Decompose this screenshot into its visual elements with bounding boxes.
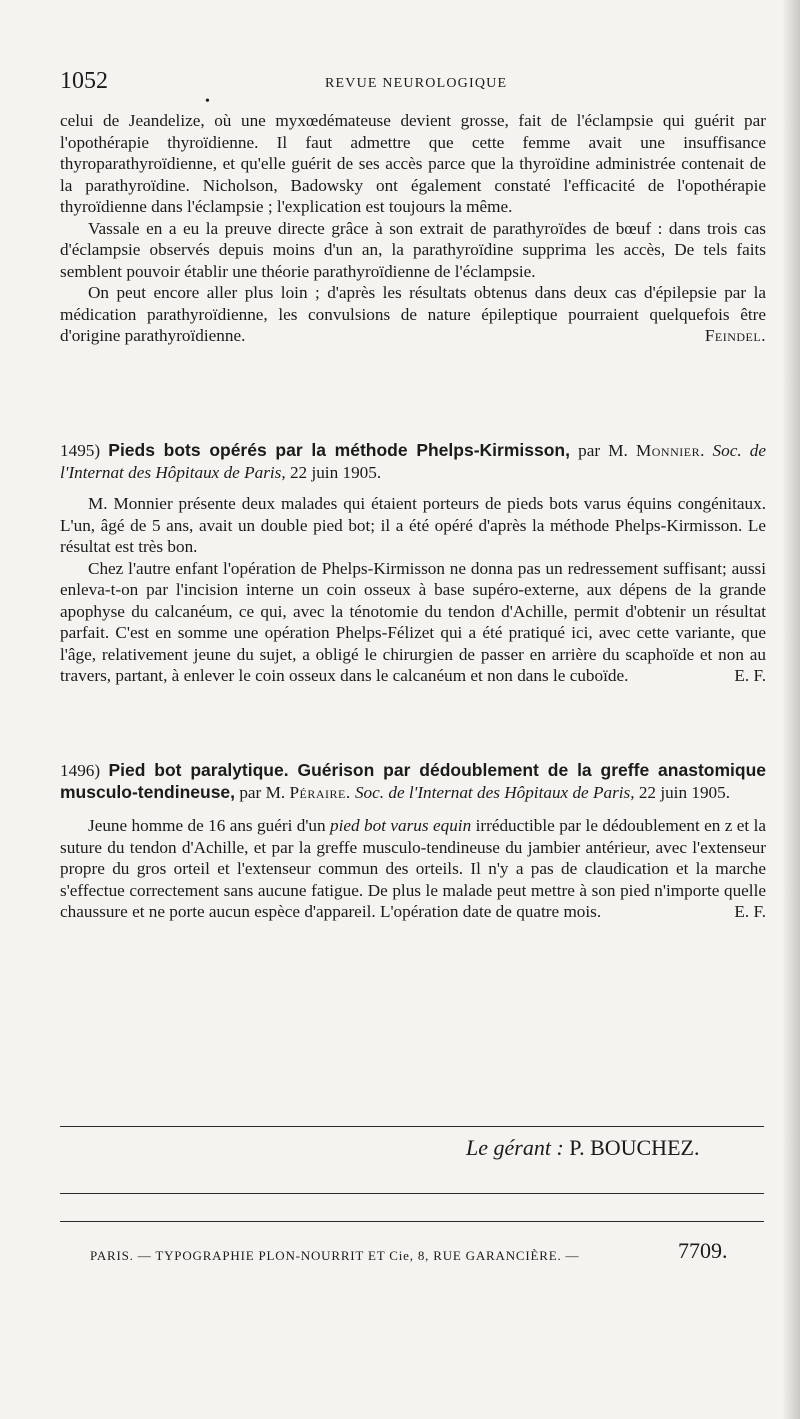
running-title: REVUE NEUROLOGIQUE [325,76,508,91]
signature-ef: E. F. [734,902,766,921]
printer-number: 7709. [678,1238,728,1263]
page-number: 1052 [60,68,108,94]
printer-imprint: PARIS. — TYPOGRAPHIE PLON-NOURRIT ET Cie, 8, RUE GARANCIÈRE. — [90,1248,580,1263]
footer-rule-top [60,1126,764,1127]
gerant-name: P. BOUCHEZ. [569,1135,700,1160]
header-dot-mark: • [205,94,210,109]
article-1495-paragraph-2 [60,558,766,687]
paragraph-text-b: irréductible par le dédoublement en z et la suture du tendon d'Achille, et par la greffe musculo-tendineuse du jambier antérieur, avec l'extenseur propre du gros orteil et l'extenseur commun des orteils. Il n'y a pas de claudication et la marche s'effectue correctement sans aucune fatigue. De plus le malade peut mettre à son pied n'importe quelle chaussure et ne porte aucun espèce d'appareil. L'opération date de quatre mois. [60,816,767,921]
page-header [60,68,760,109]
article-1496-heading [60,760,766,803]
intro-paragraph-3-text: On peut encore aller plus loin ; d'après les résultats obtenus dans deux cas d'épilepsie par la médication parathyroïdienne, les convulsions de nature épileptique pourraient quelquefois être d'origine parathyroïdienne. [60,283,766,345]
intro-paragraph-3 [60,282,766,347]
article-title: Pieds bots opérés par la méthode Phelps-Kirmisson, [108,440,570,460]
article-title: Pied bot paralytique. Guérison par dédoublement de la greffe anastomique musculo-tendineuse, [60,760,766,802]
signature-ef: E. F. [734,666,766,685]
intro-paragraph-2: Vassale en a eu la preuve directe grâce à son extrait de parathyroïdes de bœuf : dans trois cas d'éclampsie observés depuis moins d'un an, la parathyroïdine supprima les accès, De tels faits semblent pouvoir établir une théorie parathyroïdienne de l'éclampsie. [60,218,766,281]
paragraph-text-a: Jeune homme de 16 ans guéri d'un [88,816,326,835]
article-author: Monnier [635,441,701,460]
article-1496 [60,760,766,923]
page-edge-shadow [782,0,800,1419]
paragraph-italic: pied bot varus equin [330,816,472,835]
article-number: 1496) [60,761,101,780]
article-1495-paragraph-1: M. Monnier présente deux malades qui étaient porteurs de pieds bots varus équins congénitaux. L'un, âgé de 5 ans, avait un double pied bot; il a été opéré d'après la méthode Phelps-Kirmisson. Le résultat est très bon. [60,494,766,556]
gerant-line [466,1135,699,1161]
intro-section [60,110,766,347]
article-by: par M. [239,782,286,802]
footer-rule-bottom [60,1221,764,1222]
article-1496-paragraph-1 [60,815,766,923]
article-1495 [60,440,766,687]
gerant-label: Le gérant : [466,1135,564,1160]
signature-feindel: Feindel. [704,326,766,345]
article-source: Soc. de l'Internat des Hôpitaux de Paris, [354,782,635,802]
article-date: 22 juin 1905. [289,462,382,482]
article-author: Péraire. [289,782,351,802]
article-by: par M. [578,441,628,460]
article-1495-heading: 1495) Pieds bots opérés par la méthode Phelps-Kirmisson, par M. Monnier. Soc. de l'Internat des Hôpitaux de Paris, 22 juin 1905. [60,440,767,482]
intro-paragraph-1: celui de Jeandelize, où une myxœdémateuse devient grosse, fait de l'éclampsie qui guérit par l'opothérapie thyroïdienne. Il faut admettre que cette femme avait une insuffisance thyroparathyroïdienne, et qu'elle guérit de ses accès parce que la thyroïdine administrée contenait de la parathyroïdine. Nicholson, Badowsky ont également constaté l'efficacité de l'opothérapie thyroïdienne dans l'éclampsie ; l'explication est toujours la même. [60,111,766,216]
footer-rule-middle [60,1193,764,1194]
article-1495-paragraph-2-text: Chez l'autre enfant l'opération de Phelps-Kirmisson ne donna pas un redressement suffisant; aussi enleva-t-on par l'incision interne un coin osseux à base supéro-externe, aux dépens de la grande apophyse du calcanéum, ce qui, avec la ténotomie du tendon d'Achille, permit d'obtenir un résultat parfait. C'est en somme une opération Phelps-Félizet qui a été pratiqué ici, avec cette variante, que l'âge, relativement jeune du sujet, a obligé le chirurgien de passer en arrière du scaphoïde et non au travers, partant, à enlever le coin osseux dans le calcanéum et non dans le cuboïde. [60,558,766,685]
article-source: Soc. de l'Internat des Hôpitaux de Paris, [60,441,767,482]
article-date: 22 juin 1905. [638,782,731,802]
article-number: 1495) [60,441,101,460]
